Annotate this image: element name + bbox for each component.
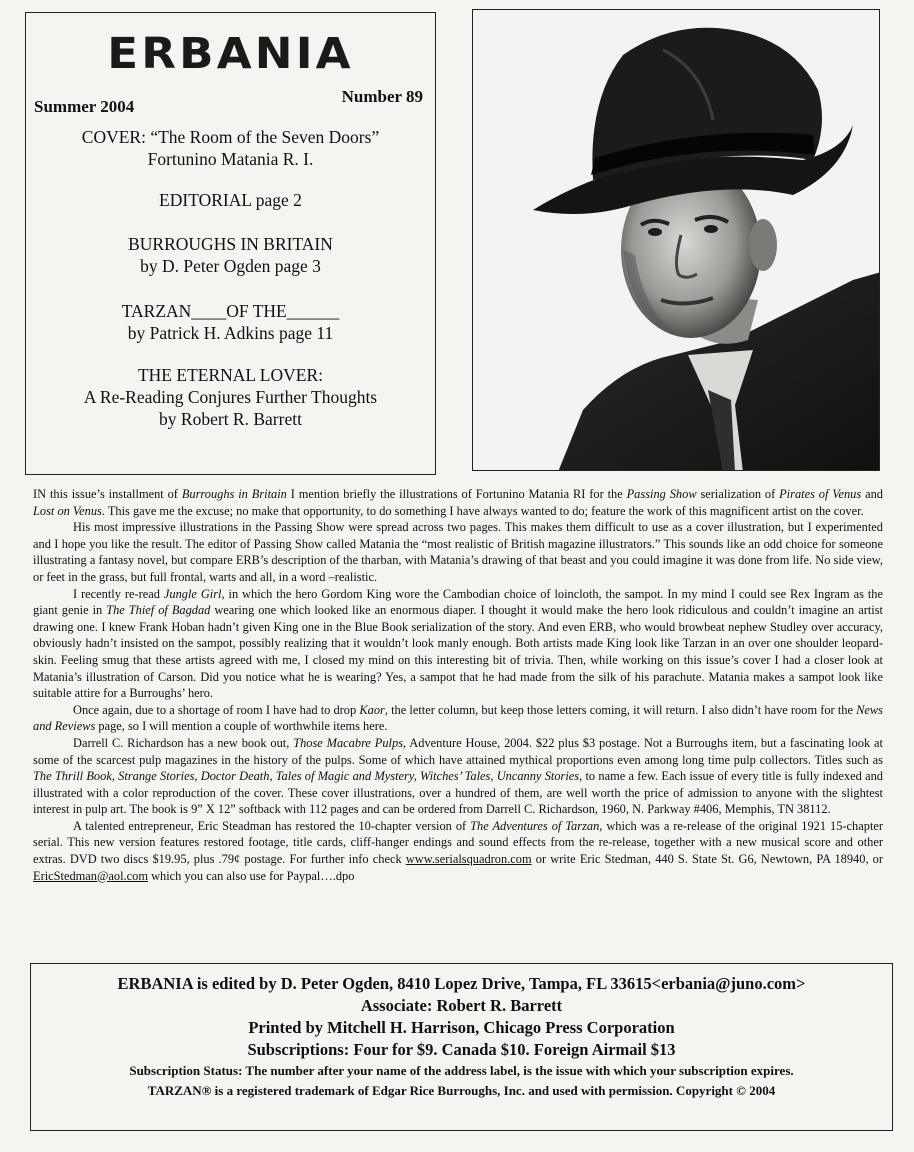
article-paragraph: His most impressive illustrations in the Passing Show were spread across two pages. This makes them difficult to use as a cover illustration, but I experimented and I hope you like the result. The editor of Passing Show called Matania the “most realistic of British magazine illustrators.” This sounds like an odd choice for someone illustrating a fantasy novel, but compare ERB’s description of the tharban, with Matania’s drawing of that beast and you could imagine it was done from life. No side view, or feet in the grass, but full frontal, warts and all, in a word –realistic. — [33, 520, 883, 584]
article-text: I mention briefly the illustrations of Fortunino Matania RI for the — [286, 487, 627, 501]
toc-entry-burroughs-in-britain — [26, 233, 435, 277]
article-title-ref: News and Reviews — [33, 702, 883, 734]
article-title-ref: Those Macabre Pulps — [293, 735, 404, 750]
article-text: page, so I will mention a couple of worthwhile items here. — [95, 719, 388, 734]
toc-entry-editorial — [26, 189, 435, 211]
article-text: and — [861, 487, 883, 501]
toc-line: A Re-Reading Conjures Further Thoughts — [83, 387, 378, 407]
article-text: to name a few. Each issue of every title is fully indexed and illustrated with a color reproduction of the cover. These cover illustrations, over a hundred of them, are well worth the price of admission to anyone with the slightest interest in pulp art. The book is 9” X 12” softback with 112 pages and can be ordered from Darrell C. Richardson, 1960, N. Parkway #406, Memphis, TN 38112. — [33, 769, 883, 817]
article-text: A talented entrepreneur, Eric Steadman has restored the 10-chapter version of — [73, 818, 471, 833]
toc-entry-tarzan — [26, 300, 435, 344]
article-text: . This gave me the excuse; no make that opportunity, to do something I have always wanted to do; feature the work of this magnificent artist on the cover. — [101, 503, 864, 518]
toc-line: Fortunino Matania R. I. — [147, 149, 314, 169]
editorial-article — [33, 486, 883, 884]
article-text: serialization of — [696, 487, 780, 501]
email-link[interactable]: EricStedman@aol.com — [33, 868, 148, 883]
contents-box — [25, 12, 436, 475]
article-text: which you can also use for Paypal….dpo — [147, 868, 355, 883]
toc-line: COVER: “The Room of the Seven Doors” — [81, 127, 380, 147]
article-text: IN this issue’s installment of — [33, 487, 182, 501]
article-text: , the letter column, but keep those letters coming, it will return. I also didn’t have room for the — [384, 702, 857, 717]
issue-season: Summer 2004 — [34, 97, 135, 116]
toc-line: TARZAN____OF THE______ — [121, 301, 340, 321]
masthead-title: ERBANIA — [107, 29, 354, 79]
colophon-associate: Associate: Robert R. Barrett — [360, 996, 563, 1015]
portrait-photo — [472, 9, 880, 471]
toc-entry-cover — [26, 126, 435, 170]
article-text: which was a re-release of the original 1921 15-chapter serial. This new version features restored footage, title cards, cliff-hanger endings and sound effects from the re-release, together with a new musical score and other extras. DVD two discs $19.95, plus .79¢ postage. For further info check — [33, 818, 884, 867]
portrait-photo-icon — [473, 10, 880, 471]
toc-line: BURROUGHS IN BRITAIN — [128, 234, 333, 254]
article-paragraph — [33, 586, 883, 702]
article-title-ref: Kaor — [359, 702, 385, 717]
article-text: , Adventure House, 2004. $22 plus $3 postage. Not a Burroughs item, but a fascinating look at some of the scarcest pulp magazines in the history of the pulps. Some of which have attained mythical proportions even among long time pulp collectors. Titles such as — [33, 735, 883, 767]
issue-number: Number 89 — [341, 87, 423, 106]
toc-line: by Patrick H. Adkins page 11 — [127, 323, 334, 343]
article-text: wearing one which looked like an enormous diaper. I thought it would make the hero look ridiculous and couldn’t imagine an artist drawing one. I knew Frank Hoban hadn’t given King one in the Blue Book serialization of the story. And even ERB, who would browbeat nephew Studley over accuracy, obviously hadn’t insisted on the sampot, possibly realizing that it wouldn’t look manly enough. Both artists made King look like Tarzan in an over one shoulder leopard-skin. Feeling smug that these artists agreed with me, I closed my mind on this interesting bit of trivia. Then, while working on this issue’s cover I had a closer look at Matania’s illustration of Carson. Did you notice what he is wearing? Yes, a sampot that he had made from the silk of his parachute. Matania makes a sampot look like suitable attire for a Burroughs’ hero. — [33, 603, 883, 701]
toc-line: THE ETERNAL LOVER: — [137, 365, 323, 385]
colophon-status: Subscription Status: The number after your name of the address label, is the issue with which your subscription expires. — [129, 1063, 794, 1078]
article-title-ref: Pirates of Venus — [779, 487, 862, 501]
serialsquadron-link[interactable]: www.serialsquadron.com — [405, 852, 532, 867]
article-title-ref: The Thief of Bagdad — [106, 603, 211, 618]
article-text: , in which the hero Gordom King wore the Cambodian choice of loincloth, the sampot. In my mind I could see Rex Ingram as the giant genie in — [33, 586, 883, 618]
article-title-ref: Burroughs in Britain — [181, 487, 287, 501]
article-paragraph — [33, 735, 883, 818]
article-paragraph — [33, 702, 883, 735]
colophon-printer: Printed by Mitchell H. Harrison, Chicago Press Corporation — [248, 1018, 675, 1037]
toc-entry-eternal-lover — [26, 364, 435, 430]
article-title-ref: Passing Show — [626, 487, 697, 501]
article-title-ref: The Adventures of Tarzan, — [470, 818, 603, 833]
toc-line: by Robert R. Barrett — [159, 409, 302, 429]
colophon-trademark: TARZAN® is a registered trademark of Edgar Rice Burroughs, Inc. and used with permission. Copyright © 2004 — [147, 1083, 776, 1098]
colophon-subscriptions: Subscriptions: Four for $9. Canada $10. Foreign Airmail $13 — [247, 1040, 676, 1059]
article-title-ref: Lost on Venus — [33, 503, 102, 518]
colophon-box — [30, 963, 893, 1131]
toc-line: EDITORIAL page 2 — [159, 190, 302, 210]
article-text: I recently re-read — [73, 586, 164, 601]
colophon-editor: ERBANIA is edited by D. Peter Ogden, 8410 Lopez Drive, Tampa, FL 33615<erbania@juno.com> — [117, 974, 806, 993]
toc-line: by D. Peter Ogden page 3 — [140, 256, 321, 276]
article-title-ref: The Thrill Book, Strange Stories, Doctor Death, Tales of Magic and Mystery, Witches’ Tales, Uncanny Stories, — [33, 769, 583, 784]
article-text: or write Eric Stedman, 440 S. State St. G6, Newtown, PA 18940, or — [531, 852, 884, 867]
article-paragraph — [33, 818, 883, 884]
article-paragraph — [33, 486, 883, 519]
article-text: Darrell C. Richardson has a new book out, — [73, 735, 294, 750]
article-title-ref: Jungle Girl — [163, 586, 222, 601]
article-text: Once again, due to a shortage of room I have had to drop — [73, 702, 360, 717]
